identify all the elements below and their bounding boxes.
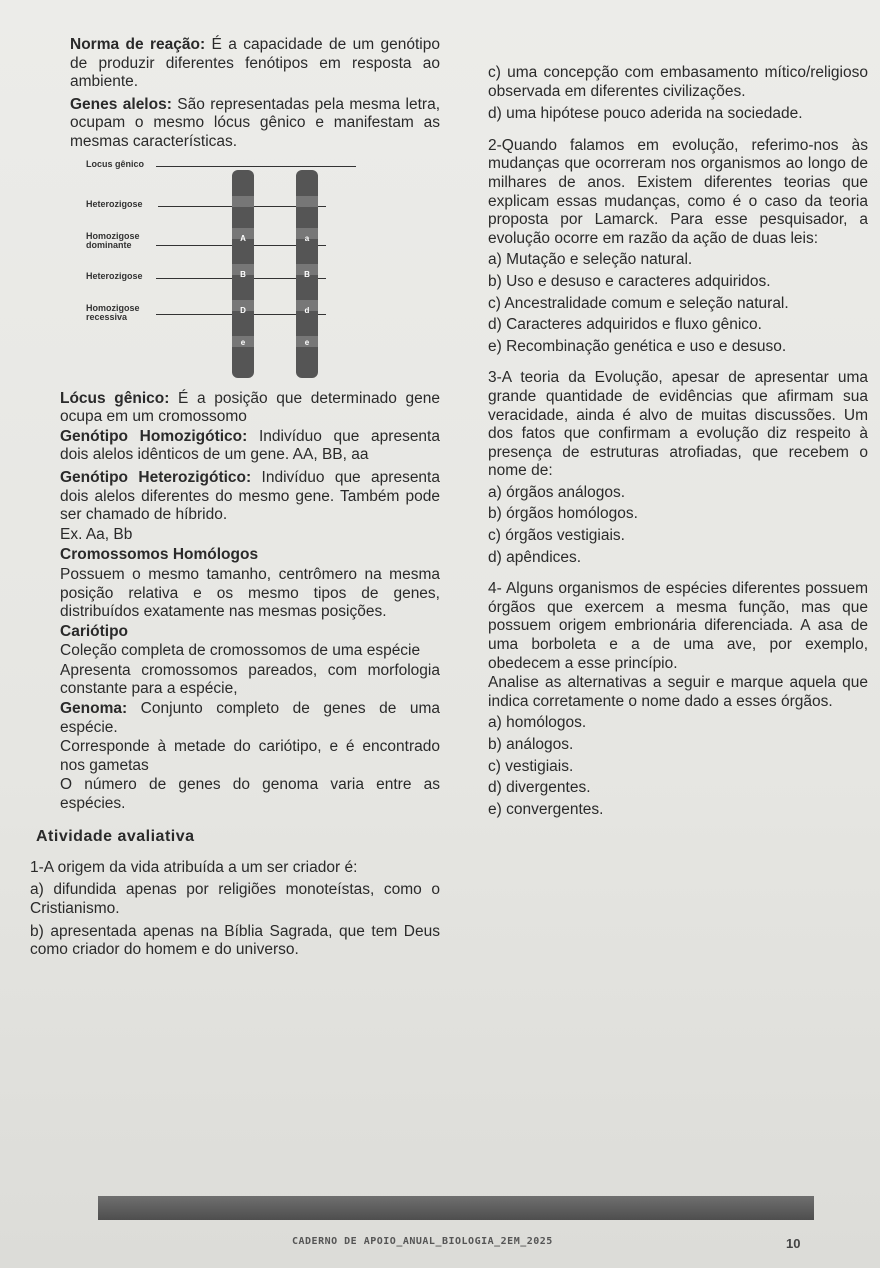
question-2: 2-Quando falamos em evolução, referimo-nos às mudanças que ocorreram nos organismos ao longo de milhares de anos. Existem diferentes teorias que explicam essas mudanças, como é o caso da teoria proposta por Lamarck. Para esse pesquisador, a evolução ocorre em razão da ação de duas leis: bbox=[488, 136, 868, 247]
question-1-option-b: b) apresentada apenas na Bíblia Sagrada, que tem Deus como criador do homem e do universo. bbox=[30, 922, 440, 959]
cariotipo-text2: Apresenta cromossomos pareados, com morfologia constante para a espécie, bbox=[60, 661, 440, 698]
allele-right-1: a bbox=[304, 233, 310, 243]
cromo-text: Possuem o mesmo tamanho, centrômero na mesma posição relativa e os mesmo tipos de genes, distribuídos exatamente nas mesmas posições. bbox=[60, 565, 440, 621]
norma-paragraph bbox=[30, 36, 440, 92]
cariotipo-title: Cariótipo bbox=[60, 622, 129, 640]
question-3-option-c: c) órgãos vestigiais. bbox=[488, 527, 625, 545]
page-number: 10 bbox=[786, 1236, 801, 1251]
question-1-option-a: a) difundida apenas por religiões monoteístas, como o Cristianismo. bbox=[30, 881, 440, 917]
norma-term: Norma de reação: bbox=[70, 36, 206, 53]
locus-paragraph bbox=[30, 390, 440, 427]
question-2-option-e: e) Recombinação genética e uso e desuso. bbox=[488, 337, 787, 355]
genoma-paragraph bbox=[30, 700, 440, 737]
cromo-title: Cromossomos Homólogos bbox=[60, 546, 259, 564]
hetero-text: Indivíduo que apresenta dois alelos diferentes do mesmo gene. Também pode ser chamado de híbrido. bbox=[60, 468, 440, 524]
genes-term: Genes alelos: bbox=[70, 95, 172, 113]
chromosome-left bbox=[232, 170, 254, 378]
line-locus bbox=[156, 166, 356, 167]
chromosome-diagram bbox=[82, 156, 442, 384]
genoma-text2: Corresponde à metade do cariótipo, e é encontrado nos gametas bbox=[60, 738, 440, 774]
allele-left-4: e bbox=[240, 337, 246, 347]
allele-left-1: A bbox=[240, 233, 246, 243]
question-4-option-d: d) divergentes. bbox=[488, 779, 591, 797]
footer-bar bbox=[98, 1196, 814, 1220]
label-homo-rec: Homozigose recessiva bbox=[86, 302, 140, 322]
question-2-option-c: c) Ancestralidade comum e seleção natural. bbox=[488, 294, 789, 312]
locus-term: Lócus gênico: bbox=[60, 389, 170, 407]
question-3-option-a: a) órgãos análogos. bbox=[488, 483, 626, 501]
question-4-option-c: c) vestigiais. bbox=[488, 757, 574, 775]
question-4: 4- Alguns organismos de espécies diferentes possuem órgãos que exercem a mesma função, mas que possuem origem embrionária diferenciada. A asa de uma borboleta e a de uma ave, por exemplo, obedecem a esse princípio. bbox=[488, 580, 868, 672]
question-2-option-d: d) Caracteres adquiridos e fluxo gênico. bbox=[488, 316, 762, 334]
label-hetero1: Heterozigose bbox=[86, 198, 143, 209]
allele-right-2: B bbox=[304, 269, 310, 279]
question-3-option-d: d) apêndices. bbox=[488, 548, 582, 566]
chromosome-right bbox=[296, 170, 318, 378]
hetero-paragraph bbox=[30, 469, 440, 525]
question-2-option-a: a) Mutação e seleção natural. bbox=[488, 251, 693, 269]
atividade-title: Atividade avaliativa bbox=[36, 827, 195, 845]
genoma-text3: O número de genes do genoma varia entre as espécies. bbox=[60, 776, 440, 813]
label-homo-dom: Homozigose dominante bbox=[86, 230, 140, 250]
norma-text: É a capacidade de um genótipo de produzir diferentes fenótipos em resposta ao ambiente. bbox=[70, 36, 440, 91]
question-3: 3-A teoria da Evolução, apesar de apresentar uma grande quantidade de evidências que afirmam sua veracidade, ainda é alvo de muitas discussões. Um dos fatos que confirmam a evolução diz respeito à presença de estruturas atrofiadas, que recebem o nome de: bbox=[488, 369, 868, 480]
label-locus: Locus gênico bbox=[86, 158, 145, 169]
question-1: 1-A origem da vida atribuída a um ser criador é: bbox=[30, 858, 358, 876]
question-2-option-b: b) Uso e desuso e caracteres adquiridos. bbox=[488, 272, 771, 290]
hetero-term: Genótipo Heterozigótico: bbox=[60, 468, 252, 486]
question-4-instruction: Analise as alternativas a seguir e marque aquela que indica corretamente o nome dado a esses órgãos. bbox=[488, 674, 868, 710]
right-column bbox=[488, 64, 868, 820]
homo-paragraph bbox=[30, 428, 440, 465]
genes-paragraph bbox=[30, 96, 440, 152]
genoma-text: Conjunto completo de genes de uma espécie. bbox=[60, 700, 440, 736]
allele-right-3: d bbox=[304, 305, 310, 315]
genoma-term: Genoma: bbox=[60, 700, 128, 718]
question-4-option-a: a) homólogos. bbox=[488, 714, 587, 732]
homo-text: Indivíduo que apresenta dois alelos idênticos de um gene. AA, BB, aa bbox=[60, 427, 440, 464]
left-column bbox=[30, 36, 440, 961]
allele-left-3: D bbox=[240, 305, 246, 315]
hetero-example: Ex. Aa, Bb bbox=[60, 525, 133, 543]
question-3-option-b: b) órgãos homólogos. bbox=[488, 505, 638, 523]
locus-text: É a posição que determinado gene ocupa em um cromossomo bbox=[60, 389, 440, 426]
allele-right-4: e bbox=[304, 337, 310, 347]
genes-text: São representadas pela mesma letra, ocupam o mesmo lócus gênico e manifestam as mesmas características. bbox=[70, 95, 441, 150]
question-4-option-e: e) convergentes. bbox=[488, 800, 604, 818]
footer-text: CADERNO DE APOIO_ANUAL_BIOLOGIA_2EM_2025 bbox=[292, 1236, 553, 1247]
cariotipo-text1: Coleção completa de cromossomos de uma espécie bbox=[60, 642, 421, 660]
question-1-option-d: d) uma hipótese pouco aderida na sociedade. bbox=[488, 105, 803, 123]
allele-left-2: B bbox=[240, 269, 246, 279]
question-1-option-c: c) uma concepção com embasamento mítico/religioso observada em diferentes civilizações. bbox=[488, 64, 868, 100]
label-hetero2: Heterozigose bbox=[86, 270, 143, 281]
homo-term: Genótipo Homozigótico: bbox=[60, 427, 248, 445]
question-4-option-b: b) análogos. bbox=[488, 736, 574, 753]
